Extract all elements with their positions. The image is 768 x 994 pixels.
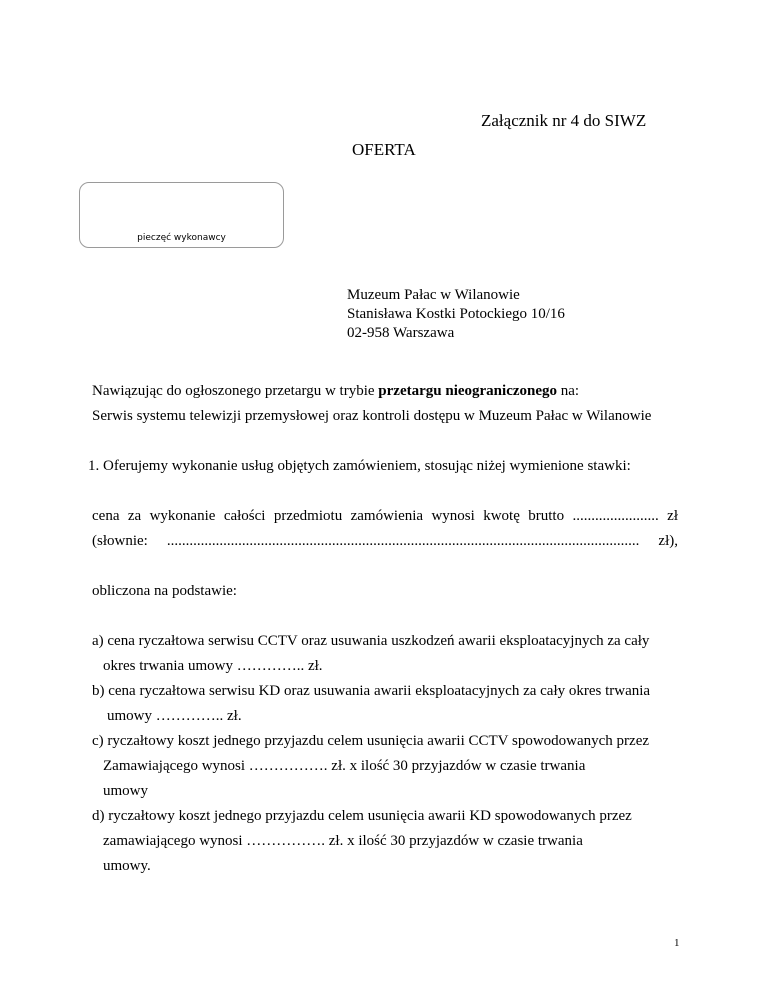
item-c-line2: Zamawiającego wynosi ……………. zł. x ilość 30 przyjazdów w czasie trwania bbox=[103, 758, 586, 774]
basis-label: obliczona na podstawie: bbox=[92, 583, 237, 599]
intro-line bbox=[92, 382, 579, 400]
contractor-stamp-box bbox=[79, 182, 284, 248]
page-number: 1 bbox=[674, 937, 680, 949]
item-c-line1: c) ryczałtowy koszt jednego przyjazdu celem usunięcia awarii CCTV spowodowanych przez bbox=[92, 733, 650, 749]
item-d-line1: d) ryczałtowy koszt jednego przyjazdu celem usunięcia awarii KD spowodowanych przez bbox=[92, 808, 632, 824]
recipient-city: 02-958 Warszawa bbox=[347, 325, 455, 341]
stamp-label: pieczęć wykonawcy bbox=[137, 233, 226, 243]
offer-point-1: 1. Oferujemy wykonanie usług objętych zamówieniem, stosując niżej wymienione stawki: bbox=[88, 458, 631, 474]
item-a-line1: a) cena ryczałtowa serwisu CCTV oraz usuwania uszkodzeń awarii eksploatacyjnych za cały bbox=[92, 633, 650, 649]
item-d-line3: umowy. bbox=[103, 858, 151, 874]
recipient-name: Muzeum Pałac w Wilanowie bbox=[347, 287, 520, 303]
item-b-line1: b) cena ryczałtowa serwisu KD oraz usuwania awarii eksploatacyjnych za cały okres trwania bbox=[92, 683, 651, 699]
annex-label: Załącznik nr 4 do SIWZ bbox=[481, 111, 647, 130]
tender-subject: Serwis systemu telewizji przemysłowej oraz kontroli dostępu w Muzeum Pałac w Wilanowie bbox=[92, 408, 652, 424]
item-d-line2: zamawiającego wynosi ……………. zł. x ilość 30 przyjazdów w czasie trwania bbox=[103, 833, 583, 849]
item-b-line2: umowy ………….. zł. bbox=[107, 708, 242, 724]
intro-suffix: na: bbox=[557, 383, 580, 399]
tender-mode: przetargu nieograniczonego bbox=[378, 383, 558, 399]
recipient-street: Stanisława Kostki Potockiego 10/16 bbox=[347, 306, 565, 322]
page-title: OFERTA bbox=[352, 140, 416, 159]
total-price-line: cena za wykonanie całości przedmiotu zamówienia wynosi kwotę brutto ....................... zł bbox=[92, 508, 678, 524]
item-a-line2: okres trwania umowy ………….. zł. bbox=[103, 658, 323, 674]
intro-prefix: Nawiązując do ogłoszonego przetargu w trybie bbox=[92, 383, 379, 399]
price-in-words-line: (słownie: .............................................................................................................................. zł), bbox=[92, 533, 678, 549]
item-c-line3: umowy bbox=[103, 783, 148, 799]
